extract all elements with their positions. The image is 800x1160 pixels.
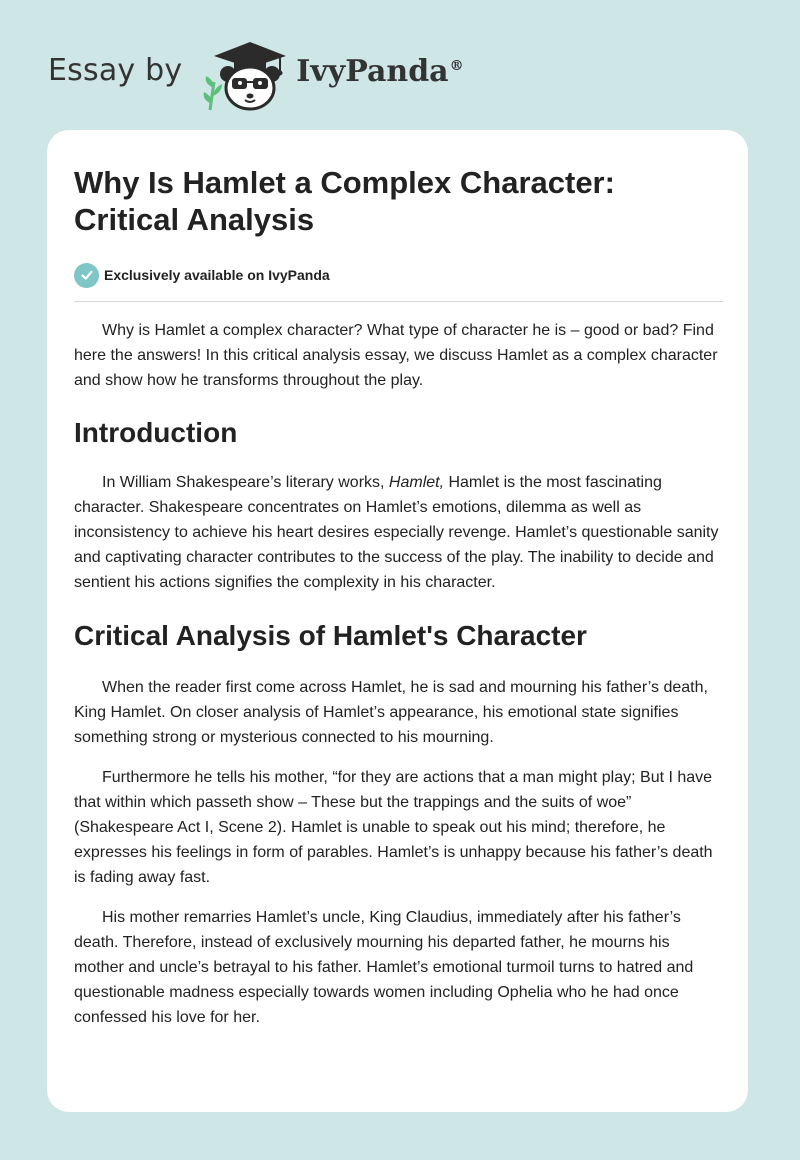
site-header <box>48 36 464 112</box>
analysis-paragraph-2: Furthermore he tells his mother, “for they are actions that a man might play; But I have that within which passeth show – These but the trappings and the suits of woe” (Shakespeare Act I, Scene 2). Hamlet is unable to speak out his mind; therefore, he expresses his feelings in form of parables. Hamlet’s is unhappy because his father’s death is fading away fast. <box>74 769 713 886</box>
analysis-paragraph-3: His mother remarries Hamlet’s uncle, King Claudius, immediately after his father’s death. Therefore, instead of exclusively mourning his departed father, he mourns his mother and uncle’s betrayal to his father. Hamlet’s emotional turmoil turns to hatred and questionable madness especially towards women including Ophelia who he had once confessed his love for her. <box>74 909 694 1026</box>
essay-card <box>47 130 748 1112</box>
divider <box>74 301 723 302</box>
essay-content <box>74 164 722 1030</box>
introduction-paragraph: In William Shakespeare’s literary works, Hamlet, Hamlet is the most fascinating character. Shakespeare concentrates on Hamlet’s emotions, dilemma as well as inconsistency to achieve his heart desires especially revenge. Hamlet’s questionable sanity and captivating character contributes to the success of the play. The inability to decide and sentient his actions signifies the complexity in his character. <box>74 474 719 591</box>
brand-name[interactable]: IvyPanda® <box>296 53 464 89</box>
essay-title <box>74 164 722 238</box>
exclusive-label: Exclusively available on IvyPanda <box>104 267 330 283</box>
intro-paragraph: Why is Hamlet a complex character? What type of character he is – good or bad? Find here the answers! In this critical analysis essay, we discuss Hamlet as a complex character and show how he transforms throughout the play. <box>74 322 718 389</box>
essay-by-label: Essay by <box>48 52 183 88</box>
analysis-paragraph-1: When the reader first come across Hamlet, he is sad and mourning his father’s death, King Hamlet. On closer analysis of Hamlet’s appearance, his emotional state signifies something strong or mysterious connected to his mourning. <box>74 679 708 746</box>
check-icon <box>74 263 99 288</box>
title-line-2: Critical Analysis <box>74 202 315 237</box>
title-line-1: Why Is Hamlet a Complex Character: <box>74 165 615 200</box>
registered-mark: ® <box>449 57 464 74</box>
exclusive-badge <box>74 262 722 288</box>
panda-logo-icon[interactable] <box>200 36 292 112</box>
hamlet-italic: Hamlet, <box>388 474 445 491</box>
section-heading-critical-analysis: Critical Analysis of Hamlet's Character <box>74 620 587 651</box>
section-heading-introduction: Introduction <box>74 417 238 448</box>
